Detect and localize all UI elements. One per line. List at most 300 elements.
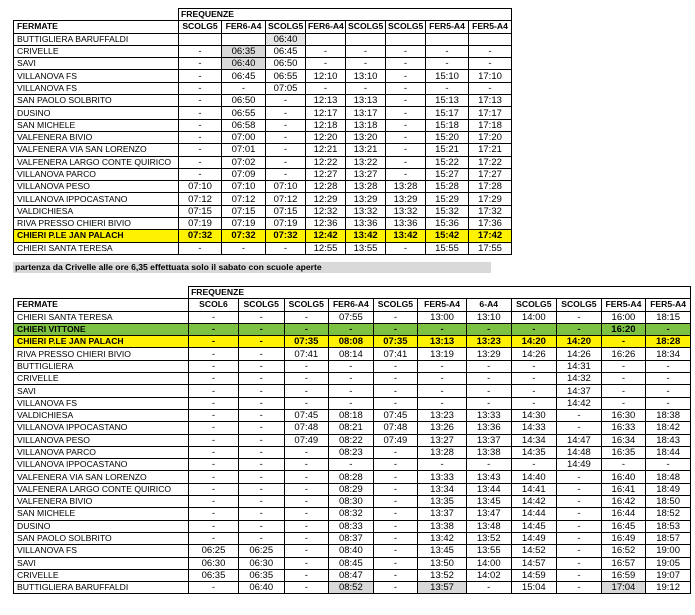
frequency-column-header: FER5-A4 bbox=[601, 299, 646, 311]
departure-time: 13:21 bbox=[346, 144, 386, 156]
departure-time: 07:49 bbox=[373, 434, 418, 446]
departure-time: - bbox=[284, 323, 329, 335]
departure-time: 18:50 bbox=[646, 496, 691, 508]
departure-time: 16:30 bbox=[601, 409, 646, 421]
departure-time: 08:28 bbox=[329, 471, 374, 483]
departure-time: 07:49 bbox=[284, 434, 329, 446]
departure-time: - bbox=[601, 373, 646, 385]
departure-time: 12:27 bbox=[306, 168, 346, 180]
departure-time: - bbox=[329, 397, 374, 409]
departure-time: 17:13 bbox=[469, 95, 512, 107]
departure-time: 13:13 bbox=[346, 95, 386, 107]
departure-time: - bbox=[222, 242, 266, 254]
departure-time: - bbox=[238, 323, 284, 335]
frequency-column-header: SCOLG5 bbox=[373, 299, 418, 311]
departure-time: - bbox=[179, 45, 222, 57]
table-row bbox=[14, 348, 691, 360]
departure-time: - bbox=[469, 58, 512, 70]
stops-column-header: FERMATE bbox=[14, 21, 179, 33]
departure-time: 15:04 bbox=[511, 582, 557, 594]
departure-time: 07:48 bbox=[284, 422, 329, 434]
departure-time: - bbox=[601, 360, 646, 372]
frequency-column-header: FER5-A4 bbox=[469, 21, 512, 33]
departure-time: - bbox=[329, 373, 374, 385]
departure-time: 17:42 bbox=[469, 230, 512, 242]
departure-time: - bbox=[329, 385, 374, 397]
departure-time: 14:45 bbox=[511, 520, 557, 532]
departure-time: 13:44 bbox=[466, 483, 511, 495]
departure-time: - bbox=[266, 131, 306, 143]
departure-time: 14:00 bbox=[511, 311, 557, 323]
departure-time: 14:49 bbox=[557, 459, 602, 471]
departure-time: 16:45 bbox=[601, 520, 646, 532]
departure-time: 13:28 bbox=[346, 181, 386, 193]
departure-time: - bbox=[418, 373, 467, 385]
departure-time: - bbox=[418, 397, 467, 409]
departure-time: 15:17 bbox=[426, 107, 469, 119]
table-row bbox=[14, 508, 691, 520]
departure-time: - bbox=[284, 385, 329, 397]
frequency-column-header: SCOLG5 bbox=[511, 299, 557, 311]
departure-time: - bbox=[189, 483, 239, 495]
departure-time: - bbox=[179, 82, 222, 94]
departure-time: - bbox=[266, 156, 306, 168]
stop-name: BUTTIGLIERA BARUFFALDI bbox=[14, 33, 179, 45]
departure-time: - bbox=[426, 82, 469, 94]
departure-time: - bbox=[284, 569, 329, 581]
departure-time: - bbox=[511, 373, 557, 385]
stop-name: VILLANOVA PESO bbox=[14, 434, 189, 446]
departure-time: - bbox=[238, 508, 284, 520]
departure-time: - bbox=[426, 45, 469, 57]
departure-time: 12:55 bbox=[306, 242, 346, 254]
departure-time: 13:23 bbox=[466, 336, 511, 348]
departure-time: - bbox=[189, 348, 239, 360]
departure-time: 16:34 bbox=[601, 434, 646, 446]
stop-name: CHIERI SANTA TERESA bbox=[14, 242, 179, 254]
departure-time: - bbox=[601, 385, 646, 397]
departure-time: 13:45 bbox=[466, 496, 511, 508]
departure-time: - bbox=[426, 58, 469, 70]
departure-time: 18:43 bbox=[646, 434, 691, 446]
departure-time: - bbox=[238, 459, 284, 471]
departure-time: 06:55 bbox=[266, 70, 306, 82]
departure-time: 13:57 bbox=[418, 582, 467, 594]
departure-time: 13:50 bbox=[418, 557, 467, 569]
departure-time: - bbox=[284, 508, 329, 520]
departure-time: - bbox=[179, 131, 222, 143]
departure-time: 14:59 bbox=[511, 569, 557, 581]
header-row bbox=[14, 299, 691, 311]
table-row bbox=[14, 373, 691, 385]
departure-time: 17:21 bbox=[469, 144, 512, 156]
departure-time bbox=[469, 33, 512, 45]
departure-time: 13:34 bbox=[418, 483, 467, 495]
departure-time: - bbox=[306, 45, 346, 57]
departure-time: - bbox=[469, 45, 512, 57]
departure-time: - bbox=[386, 242, 426, 254]
table-row bbox=[14, 230, 512, 242]
departure-time: 15:13 bbox=[426, 95, 469, 107]
frequency-column-header: SCOLG5 bbox=[346, 21, 386, 33]
departure-time: - bbox=[373, 471, 418, 483]
frequency-group-label: FREQUENZE bbox=[179, 9, 512, 21]
table-row bbox=[14, 131, 512, 143]
departure-time: 06:40 bbox=[266, 33, 306, 45]
table-row bbox=[14, 409, 691, 421]
departure-time: 06:55 bbox=[222, 107, 266, 119]
departure-time: - bbox=[329, 323, 374, 335]
departure-time: 06:45 bbox=[222, 70, 266, 82]
table-row bbox=[14, 45, 512, 57]
departure-time: - bbox=[466, 323, 511, 335]
departure-time: 07:15 bbox=[179, 205, 222, 217]
departure-time: 17:18 bbox=[469, 119, 512, 131]
departure-time: - bbox=[557, 508, 602, 520]
departure-time: 08:08 bbox=[329, 336, 374, 348]
departure-time bbox=[346, 33, 386, 45]
departure-time: 08:47 bbox=[329, 569, 374, 581]
departure-time: - bbox=[179, 156, 222, 168]
departure-time: 07:09 bbox=[222, 168, 266, 180]
departure-time: - bbox=[266, 119, 306, 131]
departure-time: 07:02 bbox=[222, 156, 266, 168]
departure-time: 13:42 bbox=[418, 532, 467, 544]
table-row bbox=[14, 156, 512, 168]
departure-time: 14:44 bbox=[511, 508, 557, 520]
departure-time: 13:55 bbox=[466, 545, 511, 557]
departure-time: - bbox=[557, 409, 602, 421]
departure-time: 12:22 bbox=[306, 156, 346, 168]
departure-time: 13:10 bbox=[466, 311, 511, 323]
stop-name: DUSINO bbox=[14, 520, 189, 532]
departure-time: - bbox=[179, 119, 222, 131]
departure-time: 08:23 bbox=[329, 446, 374, 458]
stop-name: VILLANOVA PESO bbox=[14, 181, 179, 193]
departure-time: 13:19 bbox=[418, 348, 467, 360]
departure-time: - bbox=[346, 82, 386, 94]
departure-time: 16:41 bbox=[601, 483, 646, 495]
stop-name: BUTTIGLIERA bbox=[14, 360, 189, 372]
departure-time: - bbox=[284, 545, 329, 557]
departure-time: 17:04 bbox=[601, 582, 646, 594]
departure-time: - bbox=[238, 385, 284, 397]
departure-time: 06:35 bbox=[189, 569, 239, 581]
departure-time: 17:20 bbox=[469, 131, 512, 143]
departure-time: 13:35 bbox=[418, 496, 467, 508]
stop-name: VALDICHIESA bbox=[14, 409, 189, 421]
frequency-column-header: SCOLG5 bbox=[266, 21, 306, 33]
departure-time: 18:44 bbox=[646, 446, 691, 458]
departure-time: 07:32 bbox=[222, 230, 266, 242]
table-row bbox=[14, 385, 691, 397]
frequency-column-header: FER6-A4 bbox=[329, 299, 374, 311]
departure-time: - bbox=[238, 397, 284, 409]
departure-time: - bbox=[179, 107, 222, 119]
table-row bbox=[14, 532, 691, 544]
frequency-column-header: SCOLG5 bbox=[179, 21, 222, 33]
departure-time: - bbox=[266, 144, 306, 156]
departure-time: 06:58 bbox=[222, 119, 266, 131]
departure-time: - bbox=[418, 323, 467, 335]
departure-time: 07:35 bbox=[284, 336, 329, 348]
departure-time: 13:13 bbox=[418, 336, 467, 348]
departure-time: 17:55 bbox=[469, 242, 512, 254]
departure-time: - bbox=[386, 82, 426, 94]
stop-name: SAN MICHELE bbox=[14, 119, 179, 131]
departure-time: - bbox=[284, 557, 329, 569]
departure-time: - bbox=[266, 95, 306, 107]
departure-time bbox=[386, 33, 426, 45]
departure-time: 17:28 bbox=[469, 181, 512, 193]
departure-time: - bbox=[329, 360, 374, 372]
departure-time: 08:32 bbox=[329, 508, 374, 520]
departure-time: - bbox=[189, 422, 239, 434]
frequency-column-header: FER5-A4 bbox=[426, 21, 469, 33]
departure-time: - bbox=[284, 496, 329, 508]
stop-name: CRIVELLE bbox=[14, 373, 189, 385]
table-row bbox=[14, 582, 691, 594]
departure-time: 13:42 bbox=[386, 230, 426, 242]
stops-column-header: FERMATE bbox=[14, 299, 189, 311]
departure-time: 06:40 bbox=[222, 58, 266, 70]
departure-time: 14:26 bbox=[557, 348, 602, 360]
departure-time: 17:29 bbox=[469, 193, 512, 205]
departure-time: - bbox=[646, 459, 691, 471]
departure-time: - bbox=[557, 545, 602, 557]
departure-time: - bbox=[646, 360, 691, 372]
departure-time bbox=[222, 33, 266, 45]
departure-time: - bbox=[601, 459, 646, 471]
table-row bbox=[14, 483, 691, 495]
departure-time: - bbox=[386, 156, 426, 168]
departure-time: - bbox=[284, 483, 329, 495]
departure-time: - bbox=[284, 373, 329, 385]
departure-time: 16:20 bbox=[601, 323, 646, 335]
departure-time: 13:48 bbox=[466, 520, 511, 532]
departure-time: - bbox=[179, 168, 222, 180]
departure-time: 13:00 bbox=[418, 311, 467, 323]
timetable-note: partenza da Crivelle alle ore 6,35 effettuata solo il sabato con scuole aperte bbox=[13, 262, 491, 273]
departure-time: - bbox=[179, 242, 222, 254]
departure-time: - bbox=[238, 434, 284, 446]
table-row bbox=[14, 496, 691, 508]
departure-time: - bbox=[238, 373, 284, 385]
departure-time: 12:10 bbox=[306, 70, 346, 82]
departure-time bbox=[306, 33, 346, 45]
departure-time: 16:59 bbox=[601, 569, 646, 581]
departure-time: 07:10 bbox=[179, 181, 222, 193]
departure-time: - bbox=[646, 385, 691, 397]
departure-time: 17:10 bbox=[469, 70, 512, 82]
departure-time: - bbox=[557, 471, 602, 483]
table-row bbox=[14, 181, 512, 193]
departure-time: 13:32 bbox=[386, 205, 426, 217]
departure-time: 07:32 bbox=[266, 230, 306, 242]
frequency-column-header: 6-A4 bbox=[466, 299, 511, 311]
departure-time: 14:41 bbox=[511, 483, 557, 495]
departure-time: 13:33 bbox=[466, 409, 511, 421]
departure-time: 13:29 bbox=[386, 193, 426, 205]
departure-time: 13:27 bbox=[346, 168, 386, 180]
departure-time: 07:32 bbox=[179, 230, 222, 242]
table-row bbox=[14, 242, 512, 254]
departure-time: 16:33 bbox=[601, 422, 646, 434]
departure-time: - bbox=[189, 446, 239, 458]
departure-time: 06:35 bbox=[238, 569, 284, 581]
departure-time: - bbox=[373, 508, 418, 520]
departure-time: 07:15 bbox=[266, 205, 306, 217]
departure-time: - bbox=[646, 397, 691, 409]
frequency-column-header: FER5-A4 bbox=[646, 299, 691, 311]
departure-time: 14:42 bbox=[557, 397, 602, 409]
table-row bbox=[14, 205, 512, 217]
table-row bbox=[14, 471, 691, 483]
departure-time: 18:28 bbox=[646, 336, 691, 348]
departure-time: - bbox=[386, 131, 426, 143]
departure-time: 13:23 bbox=[418, 409, 467, 421]
departure-time: - bbox=[373, 496, 418, 508]
departure-time: - bbox=[189, 496, 239, 508]
departure-time: 15:32 bbox=[426, 205, 469, 217]
departure-time: 17:32 bbox=[469, 205, 512, 217]
departure-time: - bbox=[646, 373, 691, 385]
stop-name: RIVA PRESSO CHIERI BIVIO bbox=[14, 218, 179, 230]
departure-time bbox=[179, 33, 222, 45]
departure-time: - bbox=[418, 459, 467, 471]
departure-time: - bbox=[373, 397, 418, 409]
departure-time: 14:47 bbox=[557, 434, 602, 446]
departure-time: - bbox=[466, 397, 511, 409]
departure-time: - bbox=[557, 323, 602, 335]
departure-time: - bbox=[373, 385, 418, 397]
table-row bbox=[14, 459, 691, 471]
departure-time: 08:18 bbox=[329, 409, 374, 421]
departure-time: 13:26 bbox=[418, 422, 467, 434]
departure-time: 14:35 bbox=[511, 446, 557, 458]
departure-time: - bbox=[466, 360, 511, 372]
departure-time: - bbox=[189, 336, 239, 348]
departure-time: - bbox=[466, 459, 511, 471]
table-row bbox=[14, 520, 691, 532]
stop-name: CHIERI SANTA TERESA bbox=[14, 311, 189, 323]
departure-time: 13:32 bbox=[346, 205, 386, 217]
stop-name: VILLANOVA IPPOCASTANO bbox=[14, 422, 189, 434]
departure-time: 16:40 bbox=[601, 471, 646, 483]
stop-name: SAVI bbox=[14, 557, 189, 569]
departure-time: - bbox=[557, 422, 602, 434]
departure-time: - bbox=[238, 360, 284, 372]
departure-time: - bbox=[284, 582, 329, 594]
departure-time: - bbox=[189, 582, 239, 594]
departure-time: - bbox=[238, 409, 284, 421]
departure-time: 08:22 bbox=[329, 434, 374, 446]
table-row bbox=[14, 397, 691, 409]
departure-time: - bbox=[284, 397, 329, 409]
stop-name: VILLANOVA FS bbox=[14, 545, 189, 557]
departure-time: 08:45 bbox=[329, 557, 374, 569]
departure-time: 08:52 bbox=[329, 582, 374, 594]
stop-name: RIVA PRESSO CHIERI BIVIO bbox=[14, 348, 189, 360]
departure-time: 08:29 bbox=[329, 483, 374, 495]
departure-time: - bbox=[373, 557, 418, 569]
departure-time: - bbox=[189, 385, 239, 397]
table-row bbox=[14, 82, 512, 94]
departure-time: - bbox=[238, 311, 284, 323]
departure-time: 14:52 bbox=[511, 545, 557, 557]
departure-time: 15:28 bbox=[426, 181, 469, 193]
departure-time: 18:42 bbox=[646, 422, 691, 434]
departure-time: 13:18 bbox=[346, 119, 386, 131]
departure-time: 07:12 bbox=[266, 193, 306, 205]
departure-time: - bbox=[466, 582, 511, 594]
departure-time: 13:29 bbox=[466, 348, 511, 360]
departure-time: 14:40 bbox=[511, 471, 557, 483]
departure-time: - bbox=[373, 545, 418, 557]
departure-time: 17:27 bbox=[469, 168, 512, 180]
departure-time: 18:38 bbox=[646, 409, 691, 421]
table-row bbox=[14, 422, 691, 434]
table-row bbox=[14, 446, 691, 458]
departure-time: - bbox=[189, 459, 239, 471]
departure-time: 18:15 bbox=[646, 311, 691, 323]
departure-time: - bbox=[189, 323, 239, 335]
departure-time: - bbox=[511, 360, 557, 372]
table-row bbox=[14, 545, 691, 557]
stop-name: VILLANOVA IPPOCASTANO bbox=[14, 459, 189, 471]
departure-time: 14:33 bbox=[511, 422, 557, 434]
departure-time: 14:31 bbox=[557, 360, 602, 372]
departure-time: 07:45 bbox=[284, 409, 329, 421]
departure-time: 19:05 bbox=[646, 557, 691, 569]
departure-time: 13:43 bbox=[466, 471, 511, 483]
departure-time: 15:55 bbox=[426, 242, 469, 254]
frequency-column-header: SCOLG5 bbox=[386, 21, 426, 33]
departure-time: 06:30 bbox=[238, 557, 284, 569]
departure-time: 06:50 bbox=[266, 58, 306, 70]
departure-time: 16:35 bbox=[601, 446, 646, 458]
departure-time: - bbox=[557, 557, 602, 569]
departure-time: 12:21 bbox=[306, 144, 346, 156]
departure-time: 13:36 bbox=[386, 218, 426, 230]
departure-time: 15:27 bbox=[426, 168, 469, 180]
departure-time: - bbox=[266, 168, 306, 180]
departure-time: - bbox=[373, 360, 418, 372]
departure-time: 16:52 bbox=[601, 545, 646, 557]
departure-time: 12:42 bbox=[306, 230, 346, 242]
departure-time: 14:26 bbox=[511, 348, 557, 360]
departure-time: 13:33 bbox=[418, 471, 467, 483]
departure-time: - bbox=[329, 459, 374, 471]
table-row bbox=[14, 434, 691, 446]
departure-time: 13:10 bbox=[346, 70, 386, 82]
departure-time: 14:57 bbox=[511, 557, 557, 569]
departure-time: - bbox=[346, 58, 386, 70]
departure-time: 16:26 bbox=[601, 348, 646, 360]
departure-time: 12:29 bbox=[306, 193, 346, 205]
departure-time: - bbox=[386, 45, 426, 57]
departure-time: 06:25 bbox=[189, 545, 239, 557]
frequency-column-header: SCOLG5 bbox=[557, 299, 602, 311]
departure-time: - bbox=[557, 311, 602, 323]
stop-name: CRIVELLE bbox=[14, 569, 189, 581]
departure-time: 18:49 bbox=[646, 483, 691, 495]
departure-time: - bbox=[179, 95, 222, 107]
departure-time: 13:42 bbox=[346, 230, 386, 242]
departure-time: 07:41 bbox=[284, 348, 329, 360]
table-row bbox=[14, 569, 691, 581]
departure-time: - bbox=[238, 446, 284, 458]
